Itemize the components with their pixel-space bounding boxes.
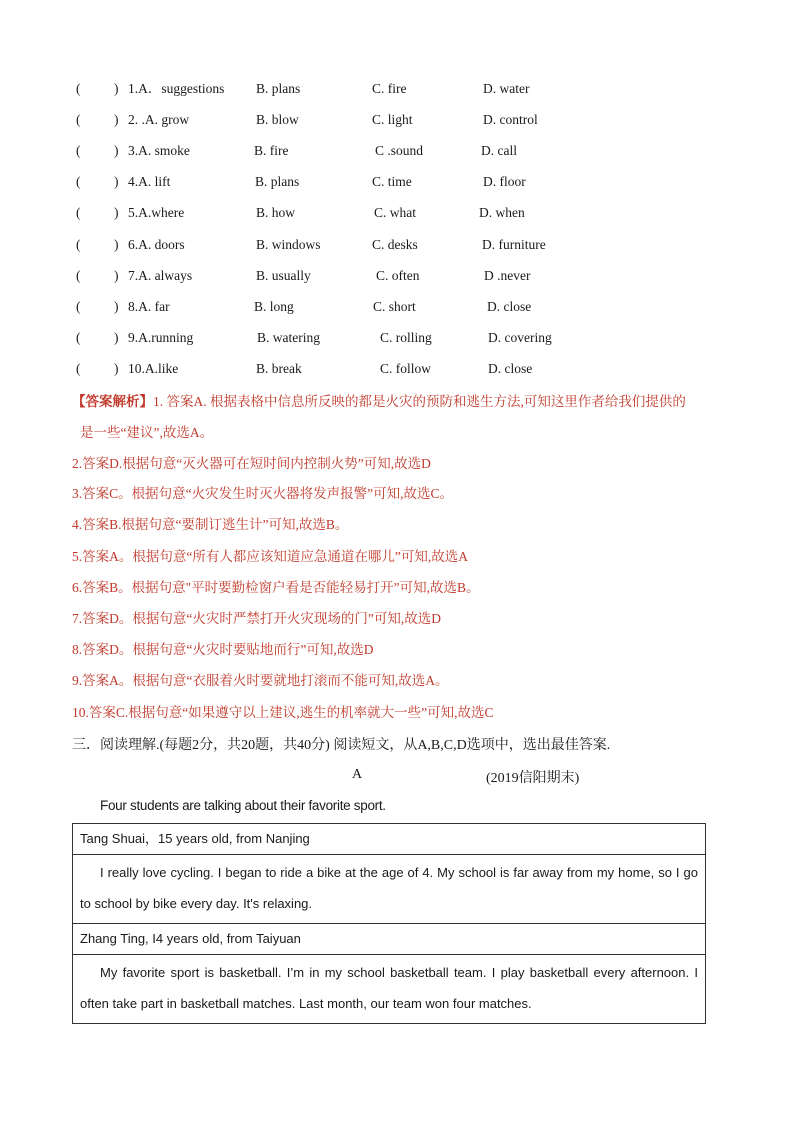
- answer-blank-open: (: [76, 112, 81, 127]
- option-a: 10.A.like: [128, 361, 179, 376]
- analysis-line: 是一些“建议”,故选A。: [80, 425, 214, 440]
- option-a: 3.A. smoke: [128, 143, 190, 158]
- passage-intro: Four students are talking about their favorite sport.: [100, 798, 386, 813]
- option-c: C. desks: [372, 237, 418, 252]
- answer-blank-close: ): [114, 299, 119, 314]
- option-b: B. fire: [254, 143, 289, 158]
- student-table: [72, 823, 706, 1024]
- table-row: [73, 855, 706, 924]
- student-name: Tang Shuai，15 years old, from Nanjing: [73, 824, 706, 855]
- answer-blank-open: (: [76, 299, 81, 314]
- option-d: D. close: [488, 361, 533, 376]
- answer-blank-open: (: [76, 330, 81, 345]
- option-a: 9.A.running: [128, 330, 194, 345]
- answer-blank-close: ): [114, 361, 119, 376]
- answer-blank-close: ): [114, 81, 119, 96]
- option-c: C. short: [373, 299, 416, 314]
- option-d: D. water: [483, 81, 530, 96]
- answer-blank-close: ): [114, 268, 119, 283]
- answer-blank-close: ): [114, 112, 119, 127]
- analysis-line: 10.答案C.根据句意“如果遵守以上建议,逃生的机率就大一些”可知,故选C: [72, 705, 494, 720]
- option-b: B. plans: [255, 174, 300, 189]
- option-a: 5.A.where: [128, 205, 185, 220]
- option-d: D. when: [479, 205, 525, 220]
- option-c: C. often: [376, 268, 420, 283]
- option-d: D. control: [483, 112, 538, 127]
- student-text: I really love cycling. I began to ride a bike at the age of 4. My school is far away from my home, so I go to school by bike every day. It's relaxing.: [73, 855, 706, 924]
- analysis-line: 4.答案B.根据句意“要制订逃生计”可知,故选B。: [72, 517, 349, 532]
- analysis-line: 6.答案B。根据句意"平时要勤检窗户看是否能轻易打开”可知,故选B。: [72, 580, 480, 595]
- answer-blank-open: (: [76, 268, 81, 283]
- analysis-line: 7.答案D。根据句意“火灾时严禁打开火灾现场的门”可知,故选D: [72, 611, 441, 626]
- option-b: B. long: [254, 299, 294, 314]
- option-a: 6.A. doors: [128, 237, 185, 252]
- option-d: D .never: [484, 268, 531, 283]
- option-c: C. fire: [372, 81, 407, 96]
- option-c: C. time: [372, 174, 412, 189]
- option-a: 7.A. always: [128, 268, 193, 283]
- option-b: B. windows: [256, 237, 321, 252]
- option-b: B. how: [256, 205, 296, 220]
- answer-blank-open: (: [76, 143, 81, 158]
- option-c: C. follow: [380, 361, 432, 376]
- answer-blank-close: ): [114, 237, 119, 252]
- answer-blank-close: ): [114, 143, 119, 158]
- option-d: D. covering: [488, 330, 552, 345]
- analysis-line: 9.答案A。根据句意“衣服着火时要就地打滚而不能可知,故选A。: [72, 673, 449, 688]
- analysis-tag: 【答案解析】: [72, 394, 153, 409]
- answer-blank-open: (: [76, 361, 81, 376]
- answer-blank-open: (: [76, 237, 81, 252]
- answer-blank-open: (: [76, 81, 81, 96]
- answer-blank-open: (: [76, 174, 81, 189]
- option-c: C .sound: [375, 143, 424, 158]
- analysis-line: 2.答案D.根据句意“灭火器可在短时间内控制火势”可知,故选D: [72, 456, 431, 471]
- option-a: 1.A．suggestions: [128, 81, 225, 96]
- student-name: Zhang Ting, I4 years old, from Taiyuan: [73, 924, 706, 955]
- analysis-line: 5.答案A。根据句意“所有人都应该知道应急通道在哪儿”可知,故选A: [72, 549, 468, 564]
- passage-label: A: [352, 767, 363, 782]
- option-d: D. furniture: [482, 237, 546, 252]
- option-c: C. light: [372, 112, 413, 127]
- option-a: 8.A. far: [128, 299, 170, 314]
- option-a: 4.A. lift: [128, 174, 171, 189]
- student-text: My favorite sport is basketball. I’m in my school basketball team. I play basketball every afternoon. I often take part in basketball matches. Last month, our team won four matches.: [73, 955, 706, 1024]
- option-a: 2. .A. grow: [128, 112, 190, 127]
- option-c: C. what: [374, 205, 416, 220]
- option-b: B. usually: [256, 268, 311, 283]
- answer-blank-close: ): [114, 174, 119, 189]
- answer-blank-close: ): [114, 205, 119, 220]
- option-d: D. floor: [483, 174, 526, 189]
- table-row: [73, 955, 706, 1024]
- analysis-text: 1. 答案A. 根据表格中信息所反映的都是火灾的预防和逃生方法,可知这里作者给我们提供的: [153, 394, 686, 409]
- option-d: D. call: [481, 143, 517, 158]
- table-row: [73, 924, 706, 955]
- analysis-line: [72, 392, 686, 412]
- table-row: [73, 824, 706, 855]
- option-c: C. rolling: [380, 330, 432, 345]
- section-title: 三．阅读理解.(每题2分，共20题，共40分) 阅读短文，从A,B,C,D选项中，选出最佳答案.: [72, 738, 611, 753]
- option-b: B. plans: [256, 81, 301, 96]
- analysis-line: 8.答案D。根据句意“火灾时要贴地而行”可知,故选D: [72, 642, 374, 657]
- answer-blank-close: ): [114, 330, 119, 345]
- passage-source: (2019信阳期末): [486, 771, 580, 786]
- option-b: B. blow: [256, 112, 299, 127]
- analysis-line: 3.答案C。根据句意“火灾发生时灭火器将发声报警”可知,故选C。: [72, 486, 453, 501]
- option-b: B. watering: [257, 330, 320, 345]
- answer-blank-open: (: [76, 205, 81, 220]
- option-d: D. close: [487, 299, 532, 314]
- option-b: B. break: [256, 361, 302, 376]
